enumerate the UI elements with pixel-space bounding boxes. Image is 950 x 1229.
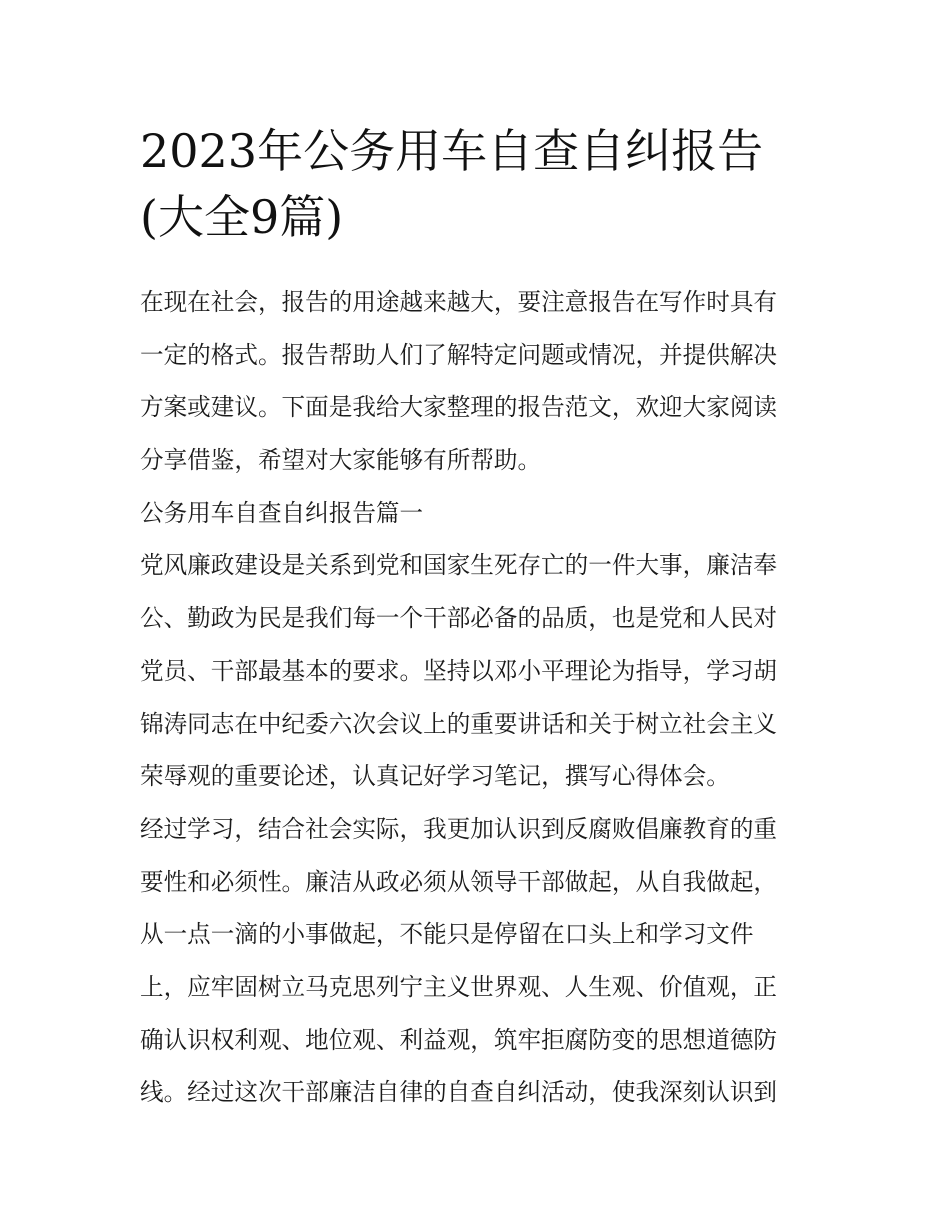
text-line: 确认识权利观、地位观、利益观，筑牢拒腐防变的思想道德防 xyxy=(140,1025,778,1054)
text-line: 荣辱观的重要论述，认真记好学习笔记，撰写心得体会。 xyxy=(140,762,730,791)
section-heading: 公务用车自查自纠报告篇一 xyxy=(140,498,424,527)
document-title xyxy=(140,118,820,250)
text-line: 党员、干部最基本的要求。坚持以邓小平理论为指导，学习胡 xyxy=(140,656,778,685)
text-line: 线。经过这次干部廉洁自律的自查自纠活动，使我深刻认识到 xyxy=(140,1078,778,1107)
text-line: 公、勤政为民是我们每一个干部必备的品质，也是党和人民对 xyxy=(140,604,778,633)
text-line: 方案或建议。下面是我给大家整理的报告范文，欢迎大家阅读 xyxy=(140,393,778,422)
title-line-2: (大全9篇) xyxy=(140,190,344,244)
title-line-1: 2023年公务用车自查自纠报告 xyxy=(140,124,764,178)
text-line: 一定的格式。报告帮助人们了解特定问题或情况，并提供解决 xyxy=(140,340,778,369)
text-line: 上，应牢固树立马克思列宁主义世界观、人生观、价值观，正 xyxy=(140,972,778,1001)
text-line: 党风廉政建设是关系到党和国家生死存亡的一件大事，廉洁奉 xyxy=(140,551,778,580)
text-line: 经过学习，结合社会实际，我更加认识到反腐败倡廉教育的重 xyxy=(140,814,778,843)
text-line: 从一点一滴的小事做起，不能只是停留在口头上和学习文件 xyxy=(140,920,754,949)
text-line: 分享借鉴，希望对大家能够有所帮助。 xyxy=(140,446,542,475)
text-line: 要性和必须性。廉洁从政必须从领导干部做起，从自我做起， xyxy=(140,867,778,896)
text-line: 锦涛同志在中纪委六次会议上的重要讲话和关于树立社会主义 xyxy=(140,709,778,738)
document-body xyxy=(140,276,820,1119)
text-line: 在现在社会，报告的用途越来越大，要注意报告在写作时具有 xyxy=(140,288,778,316)
